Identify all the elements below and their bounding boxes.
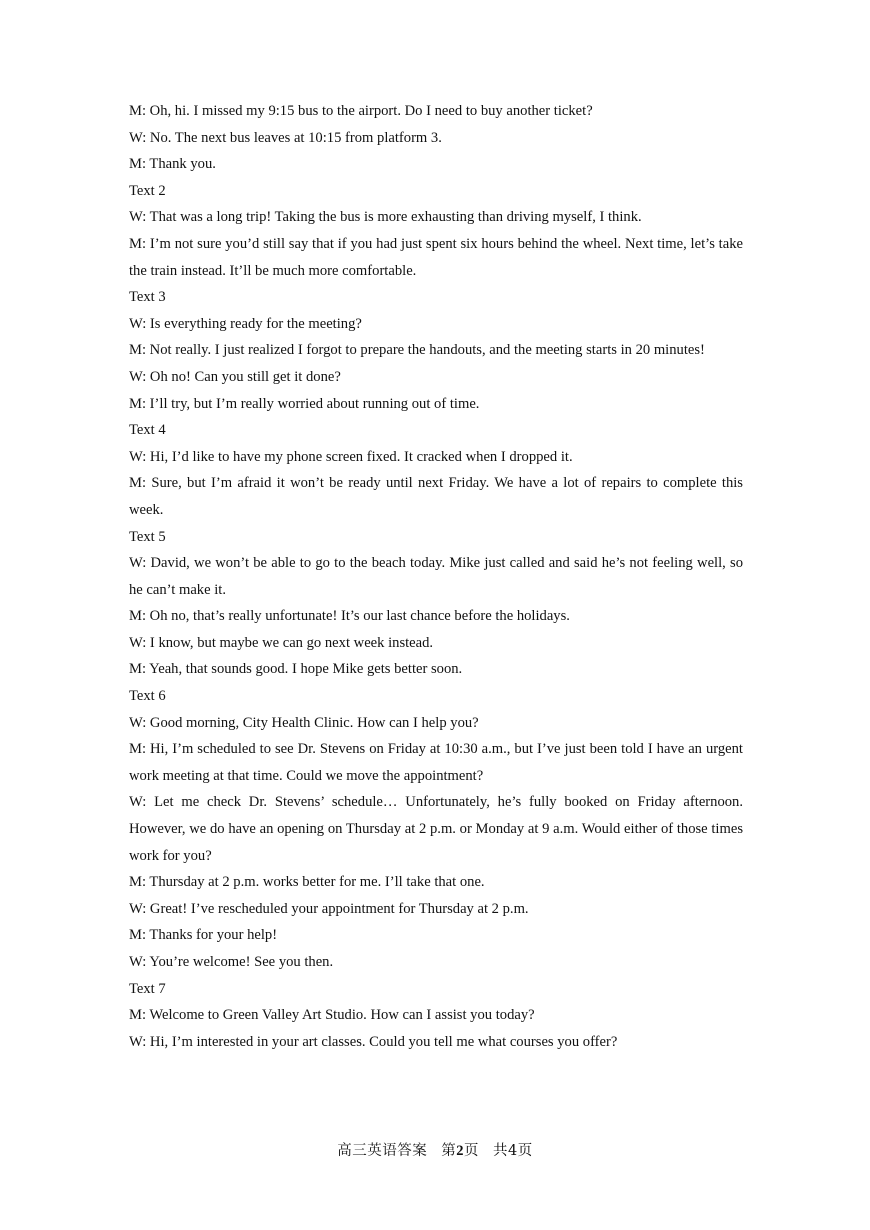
footer-page-suffix: 页	[464, 1143, 479, 1159]
transcript-line: W: No. The next bus leaves at 10:15 from platform 3.	[129, 129, 442, 146]
footer-title: 高三英语答案	[337, 1143, 428, 1159]
transcript-line: W: Great! I’ve rescheduled your appointment for Thursday at 2 p.m.	[129, 900, 529, 917]
section-heading-text-5: Text 5	[129, 528, 166, 545]
transcript-line: W: David, we won’t be able to go to the beach today. Mike just called and said he’s not feeling well, so he can’t make it.	[129, 555, 743, 598]
transcript-line: M: Sure, but I’m afraid it won’t be ready until next Friday. We have a lot of repairs to complete this week.	[129, 475, 743, 518]
footer-total-suffix: 页	[517, 1143, 533, 1159]
footer-total-prefix: 共	[493, 1143, 508, 1159]
section-heading-text-3: Text 3	[129, 289, 166, 306]
section-heading-text-4: Text 4	[129, 422, 166, 439]
transcript-line: M: Thank you.	[129, 156, 216, 173]
transcript-line: W: Good morning, City Health Clinic. How can I help you?	[129, 714, 479, 731]
section-heading-text-7: Text 7	[129, 980, 166, 997]
transcript-line: M: Thursday at 2 p.m. works better for me. I’ll take that one.	[129, 874, 485, 891]
transcript-line: W: Hi, I’m interested in your art classes. Could you tell me what courses you offer?	[129, 1033, 618, 1050]
transcript-line: M: Hi, I’m scheduled to see Dr. Stevens on Friday at 10:30 a.m., but I’ve just been told I have an urgent work meeting at that time. Could we move the appointment?	[129, 741, 743, 784]
transcript-line: W: You’re welcome! See you then.	[129, 954, 334, 970]
section-heading-text-2: Text 2	[129, 182, 166, 199]
transcript-line: M: Thanks for your help!	[129, 927, 278, 944]
transcript-line: W: Let me check Dr. Stevens’ schedule… Unfortunately, he’s fully booked on Friday afternoon. However, we do have an opening on Thursday at 2 p.m. or Monday at 9 a.m. Would either of those times work for you?	[129, 794, 743, 864]
transcript-body	[129, 98, 743, 1055]
transcript-line: W: That was a long trip! Taking the bus is more exhausting than driving myself, I think.	[129, 209, 642, 226]
transcript-line: W: I know, but maybe we can go next week instead.	[129, 634, 434, 651]
footer-total-number: 4	[508, 1143, 518, 1159]
transcript-line: M: Yeah, that sounds good. I hope Mike gets better soon.	[129, 661, 463, 678]
transcript-line: M: Welcome to Green Valley Art Studio. How can I assist you today?	[129, 1007, 535, 1024]
transcript-line: M: I’ll try, but I’m really worried about running out of time.	[129, 395, 480, 412]
transcript-line: W: Is everything ready for the meeting?	[129, 315, 362, 332]
transcript-line: M: I’m not sure you’d still say that if you had just spent six hours behind the wheel. Next time, let’s take the train instead. It’ll be much more comfortable.	[129, 235, 743, 279]
footer-page-prefix: 第	[441, 1143, 457, 1159]
transcript-line: W: Hi, I’d like to have my phone screen fixed. It cracked when I dropped it.	[129, 448, 573, 465]
transcript-line: M: Oh no, that’s really unfortunate! It’s our last chance before the holidays.	[129, 608, 570, 625]
page-footer	[0, 1139, 870, 1160]
transcript-line: M: Not really. I just realized I forgot to prepare the handouts, and the meeting starts in 20 minutes!	[129, 342, 705, 359]
section-heading-text-6: Text 6	[129, 688, 166, 705]
transcript-line: W: Oh no! Can you still get it done?	[129, 368, 341, 385]
footer-page-number: 2	[456, 1143, 464, 1159]
transcript-line: M: Oh, hi. I missed my 9:15 bus to the airport. Do I need to buy another ticket?	[129, 103, 593, 119]
